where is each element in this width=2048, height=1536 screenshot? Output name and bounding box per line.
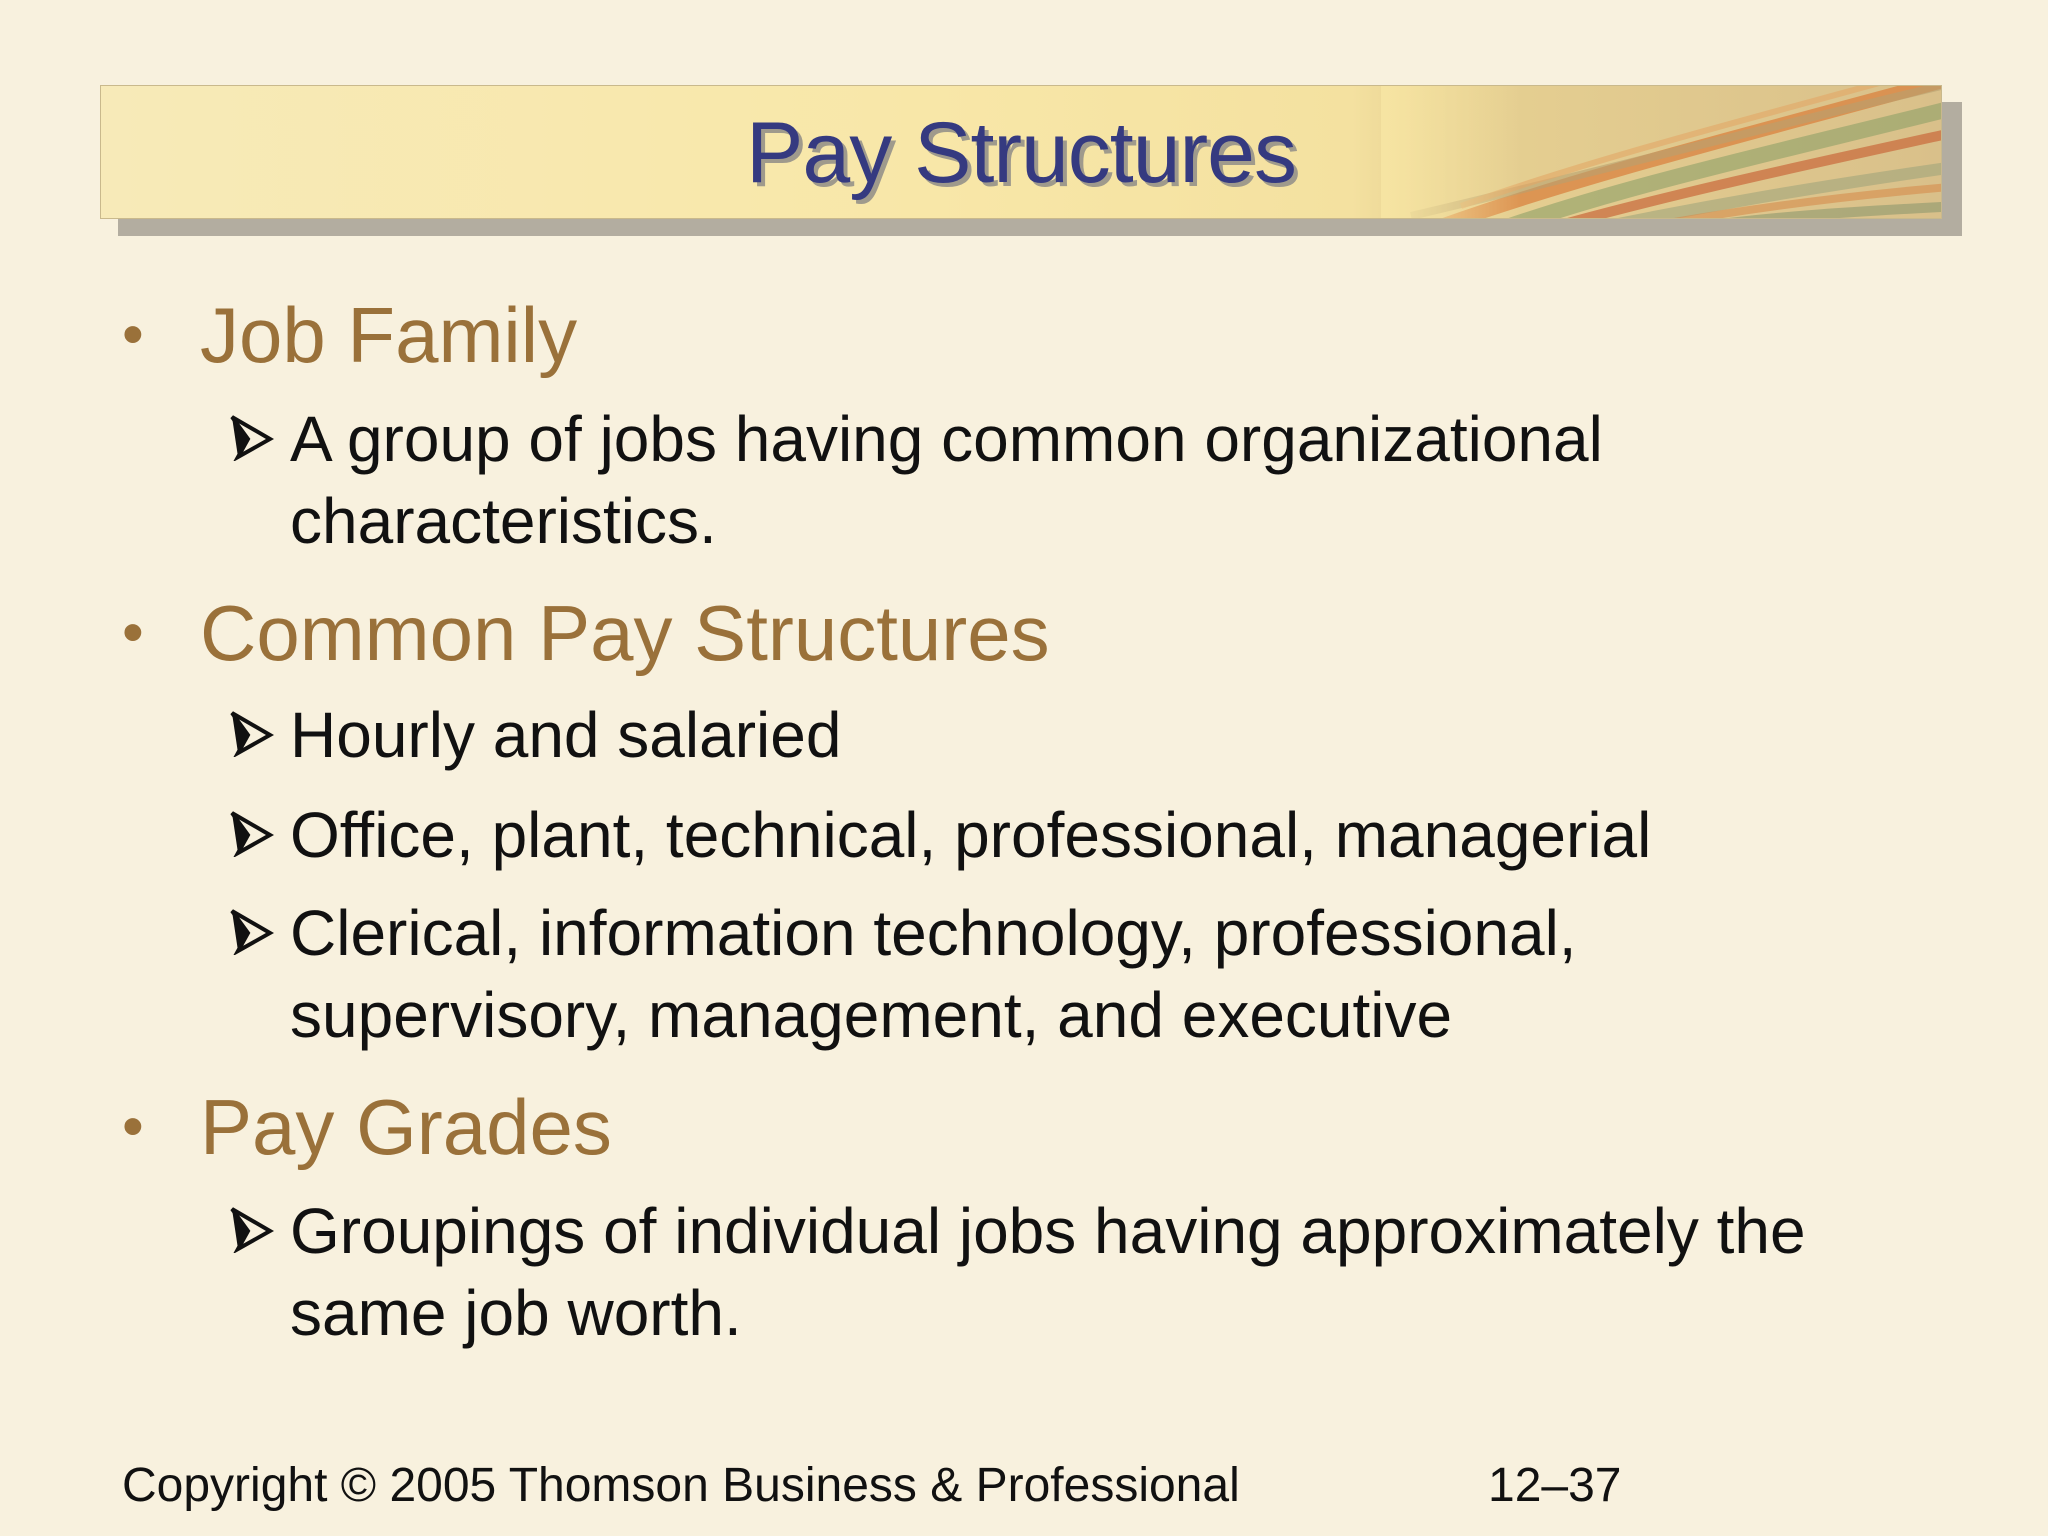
bullet-common-pay-structures — [122, 588, 1050, 678]
heading-common-pay-structures: Common Pay Structures — [200, 589, 1050, 677]
bullet-dot-icon: • — [122, 1092, 144, 1161]
bullet-pay-grades — [122, 1082, 612, 1172]
arrowhead-bullet-icon — [228, 892, 290, 974]
bullet-dot-icon: • — [122, 300, 144, 369]
slide-title: Pay Structures — [746, 105, 1296, 201]
arrowhead-bullet-icon — [228, 1190, 290, 1272]
footer-copyright: Copyright © 2005 Thomson Business & Professional — [122, 1459, 1240, 1512]
text-job-family-definition: A group of jobs having common organizational characteristics. — [290, 403, 1603, 557]
heading-pay-grades: Pay Grades — [200, 1083, 612, 1171]
arrowhead-bullet-icon — [228, 398, 290, 480]
heading-job-family: Job Family — [200, 291, 578, 379]
arrowhead-bullet-icon — [228, 694, 290, 776]
bullet-dot-icon: • — [122, 598, 144, 667]
sub-bullet-clerical — [228, 892, 1928, 1056]
title-bar — [100, 85, 1942, 219]
slide-number: 12–37 — [1488, 1459, 1622, 1512]
text-clerical: Clerical, information technology, professional, supervisory, management, and executive — [290, 897, 1577, 1051]
arrowhead-bullet-icon — [228, 794, 290, 876]
sub-bullet-job-family-definition — [228, 398, 1928, 562]
text-hourly-salaried: Hourly and salaried — [290, 699, 842, 771]
sub-bullet-office-plant — [228, 794, 1928, 876]
text-pay-grades-definition: Groupings of individual jobs having approximately the same job worth. — [290, 1195, 1806, 1349]
sub-bullet-pay-grades-definition — [228, 1190, 1928, 1354]
text-office-plant: Office, plant, technical, professional, managerial — [290, 799, 1652, 871]
sub-bullet-hourly-salaried — [228, 694, 1928, 776]
bullet-job-family — [122, 290, 577, 380]
